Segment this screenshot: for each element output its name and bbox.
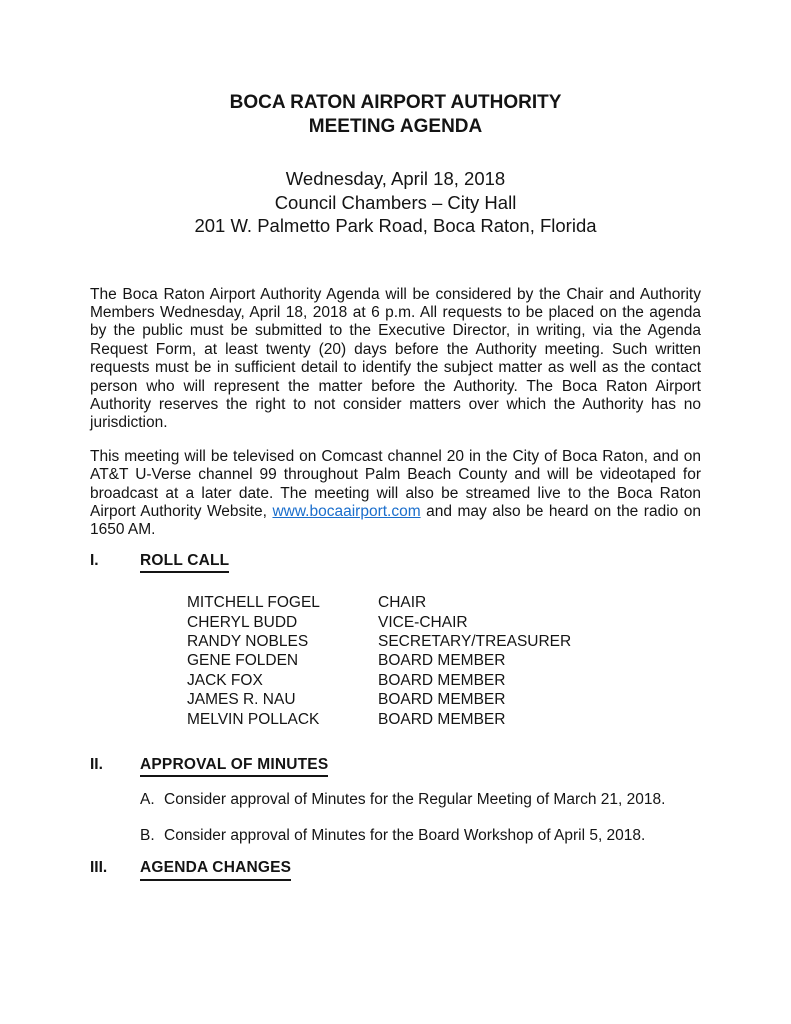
section-number: II. [90, 756, 103, 774]
member-title: BOARD MEMBER [378, 710, 506, 728]
broadcast-text-before-link: This meeting will be televised on Comcast channel 20 in the City of Boca Raton, and on AT&T U-Verse channel 99 throughout Palm Beach County and will be videotaped for broadcast at a later date. The meeting will also be streamed live to the Boca Raton Airport Authority Website, [90, 447, 701, 520]
roll-call-row [187, 593, 701, 612]
member-name: CHERYL BUDD [187, 613, 298, 631]
meeting-venue: Council Chambers – City Hall [274, 191, 517, 213]
item-text: Consider approval of Minutes for the Board Workshop of April 5, 2018. [164, 826, 646, 844]
meeting-info-block [90, 167, 701, 238]
member-title: BOARD MEMBER [378, 671, 506, 689]
roll-call-list [187, 593, 701, 729]
section-number: III. [90, 859, 108, 877]
website-link[interactable]: www.bocaairport.com [272, 502, 421, 520]
section-number: I. [90, 551, 99, 569]
item-text: Consider approval of Minutes for the Regular Meeting of March 21, 2018. [164, 791, 666, 809]
document-header [90, 91, 701, 238]
meeting-date: Wednesday, April 18, 2018 [285, 168, 506, 189]
member-title: BOARD MEMBER [378, 652, 506, 670]
broadcast-paragraph [90, 448, 701, 540]
member-name: JAMES R. NAU [187, 691, 296, 709]
approval-item-a [140, 791, 701, 809]
document-title-line1: BOCA RATON AIRPORT AUTHORITY [229, 92, 562, 113]
intro-paragraph: The Boca Raton Airport Authority Agenda will be considered by the Chair and Authority Members Wednesday, April 18, 2018 at 6 p.m. All requests to be placed on the agenda by the public must be submitted to the Executive Director, in writing, via the Agenda Request Form, at least twenty (20) days before the Authority meeting. Such written requests must be in sufficient detail to identify the subject matter as well as the contact person who will represent the matter before the Authority. The Boca Raton Airport Authority reserves the right to not consider matters over which the Authority has no jurisdiction. [90, 285, 701, 432]
section-heading: APPROVAL OF MINUTES [140, 756, 328, 777]
item-label: A. [140, 791, 155, 809]
document-title-line2: MEETING AGENDA [308, 116, 483, 137]
roll-call-row [187, 710, 701, 729]
member-name: MITCHELL FOGEL [187, 594, 320, 612]
section-agenda-changes [90, 859, 701, 880]
section-approval-of-minutes [90, 756, 701, 777]
member-title: BOARD MEMBER [378, 691, 506, 709]
meeting-address: 201 W. Palmetto Park Road, Boca Raton, Florida [194, 215, 597, 236]
member-name: MELVIN POLLACK [187, 710, 320, 728]
section-roll-call [90, 552, 701, 573]
section-heading: ROLL CALL [140, 552, 229, 573]
roll-call-row [187, 690, 701, 709]
member-name: RANDY NOBLES [187, 633, 309, 650]
member-title: SECRETARY/TREASURER [378, 633, 572, 650]
section-heading: AGENDA CHANGES [140, 859, 291, 880]
roll-call-row [187, 671, 701, 690]
item-label: B. [140, 826, 155, 844]
member-name: GENE FOLDEN [187, 652, 299, 670]
member-title: VICE-CHAIR [378, 613, 468, 631]
approval-item-b [140, 827, 701, 845]
member-title: CHAIR [378, 594, 427, 612]
broadcast-text-after-link: and may also be heard on the radio on 1650 AM. [90, 502, 701, 539]
roll-call-row [187, 632, 701, 651]
roll-call-row [187, 651, 701, 670]
roll-call-row [187, 613, 701, 632]
member-name: JACK FOX [187, 671, 263, 689]
